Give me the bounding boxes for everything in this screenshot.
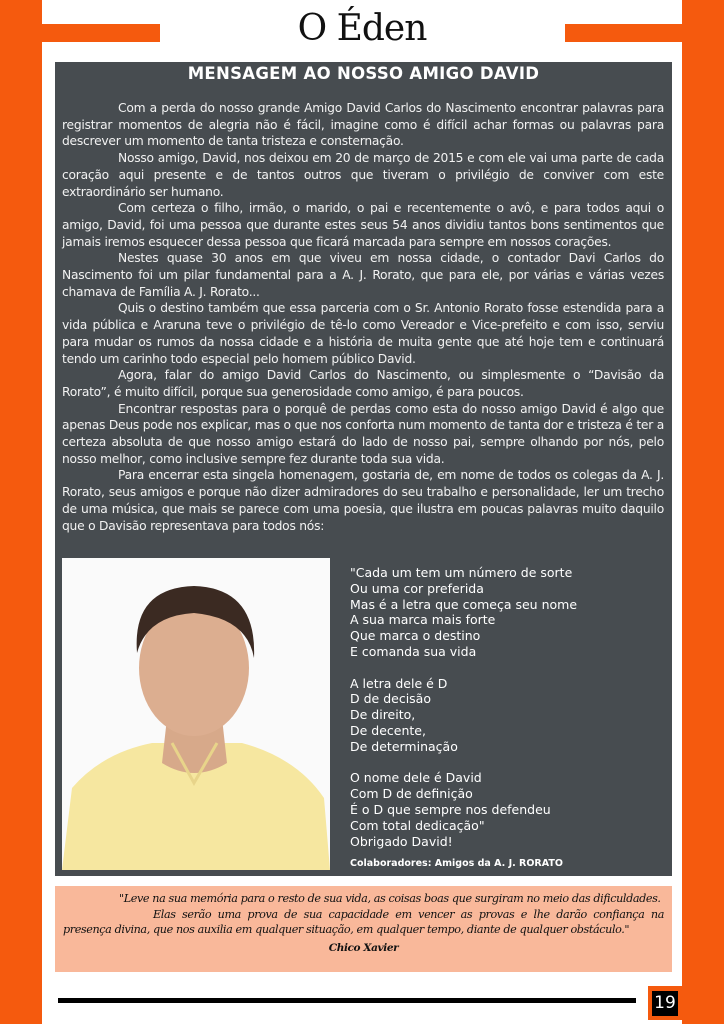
poem-line: A sua marca mais forte [350,612,496,628]
article-title: MENSAGEM AO NOSSO AMIGO DAVID [187,64,540,83]
masthead: O Éden [297,8,427,49]
quote-box [55,886,672,972]
poem-line: O nome dele é David [350,770,482,786]
poem-line: E comanda sua vida [350,643,477,659]
paragraph: Agora, falar do amigo David Carlos do Nascimento, ou simplesmente o “Davisão da Rorato”, é muito difícil, porque sua generosidade como amigo, é para poucos. [62,368,664,399]
poem-line: Obrigado David! [350,833,453,849]
poem-line: É o D que sempre nos defendeu [350,801,551,817]
credit: Colaboradores: Amigos da A. J. RORATO [350,858,563,869]
paragraph: Com certeza o filho, irmão, o marido, o pai e recentemente o avô, e para todos aqui o amigo, David, foi uma pessoa que durante estes seus 54 anos dividiu tantos bons sentimentos que jamais iremos esquecer dessa pessoa que ficará marcada para sempre em nossos corações. [62,201,664,249]
right-orange-strip [682,0,724,1024]
poem-line: Com total dedicação" [350,817,485,833]
quote-line: Elas serão uma prova de sua capacidade em vencer as provas e lhe darão confiança na presença divina, que nos auxilia em qualquer situação, em qualquer tempo, diante de qualquer obstáculo." [63,907,664,936]
poem-line: Com D de definição [350,786,473,802]
paragraph: Nosso amigo, David, nos deixou em 20 de março de 2015 e com ele vai uma parte de cada coração aqui presente e de tantos outros que tiveram o privilégio de conviver com este extraordinário ser humano. [62,151,664,199]
poem-line: D de decisão [350,691,431,707]
poem-line: A letra dele é D [350,675,448,691]
article-panel [55,62,672,876]
paragraph: Nestes quase 30 anos em que viveu em nossa cidade, o contador Davi Carlos do Nascimento foi um pilar fundamental para a A. J. Rorato, que para ele, por várias e várias vezes chamava de Família A. J. Rorato... [62,251,664,299]
footer-rule [58,998,636,1003]
page-number-box [648,986,682,1020]
poem-line: De direito, [350,707,416,723]
quote-line: "Leve na sua memória para o resto de sua vida, as coisas boas que surgiram no meio das dificuldades. [119,892,661,905]
paragraph: Quis o destino também que essa parceria com o Sr. Antonio Rorato fosse estendida para a vida pública e Araruna teve o privilégio de tê-lo como Vereador e Vice-prefeito e com isso, serviu para mudar os rumos da nossa cidade e a história de muita gente que até hoje tem e continuará tendo um carinho todo especial pelo homem público David. [62,301,664,366]
paragraph: Para encerrar esta singela homenagem, gostaria de, em nome de todos os colegas da A. J. Rorato, seus amigos e porque não dizer admiradores do seu trabalho e personalidade, ler um trecho de uma música, que mais se parece com uma poesia, que ilustra em poucas palavras muito daquilo que o Davisão representava para todos nós: [62,468,664,533]
poem-line: Mas é a letra que começa seu nome [350,596,578,612]
left-orange-strip [0,0,42,1024]
poem-line: Ou uma cor preferida [350,580,484,596]
poem-line [350,755,577,771]
page-number: 19 [652,991,678,1016]
poem-line [350,660,577,676]
quote-author: Chico Xavier [328,941,399,954]
poem-line: De decente, [350,722,426,738]
poem-line: De determinação [350,738,458,754]
portrait-photo [62,558,330,870]
poem-line: Que marca o destino [350,628,481,644]
paragraph: Encontrar respostas para o porquê de perdas como esta do nosso amigo David é algo que apenas Deus pode nos explicar, mas o que nos conforta num momento de tanta dor e tristeza é ter a certeza absoluta de que nosso amigo estará do lado de nosso pai, sempre olhando por nós, pelo nosso melhor, como inclusive sempre fez durante toda sua vida. [62,401,664,466]
article-body [62,100,664,534]
poem [350,565,577,849]
poem-line: "Cada um tem um número de sorte [350,565,573,580]
paragraph: Com a perda do nosso grande Amigo David Carlos do Nascimento encontrar palavras para registrar momentos de alegria não é fácil, imagine como é difícil achar formas ou palavras para descrever um momento de tanta tristeza e consternação. [62,101,664,149]
